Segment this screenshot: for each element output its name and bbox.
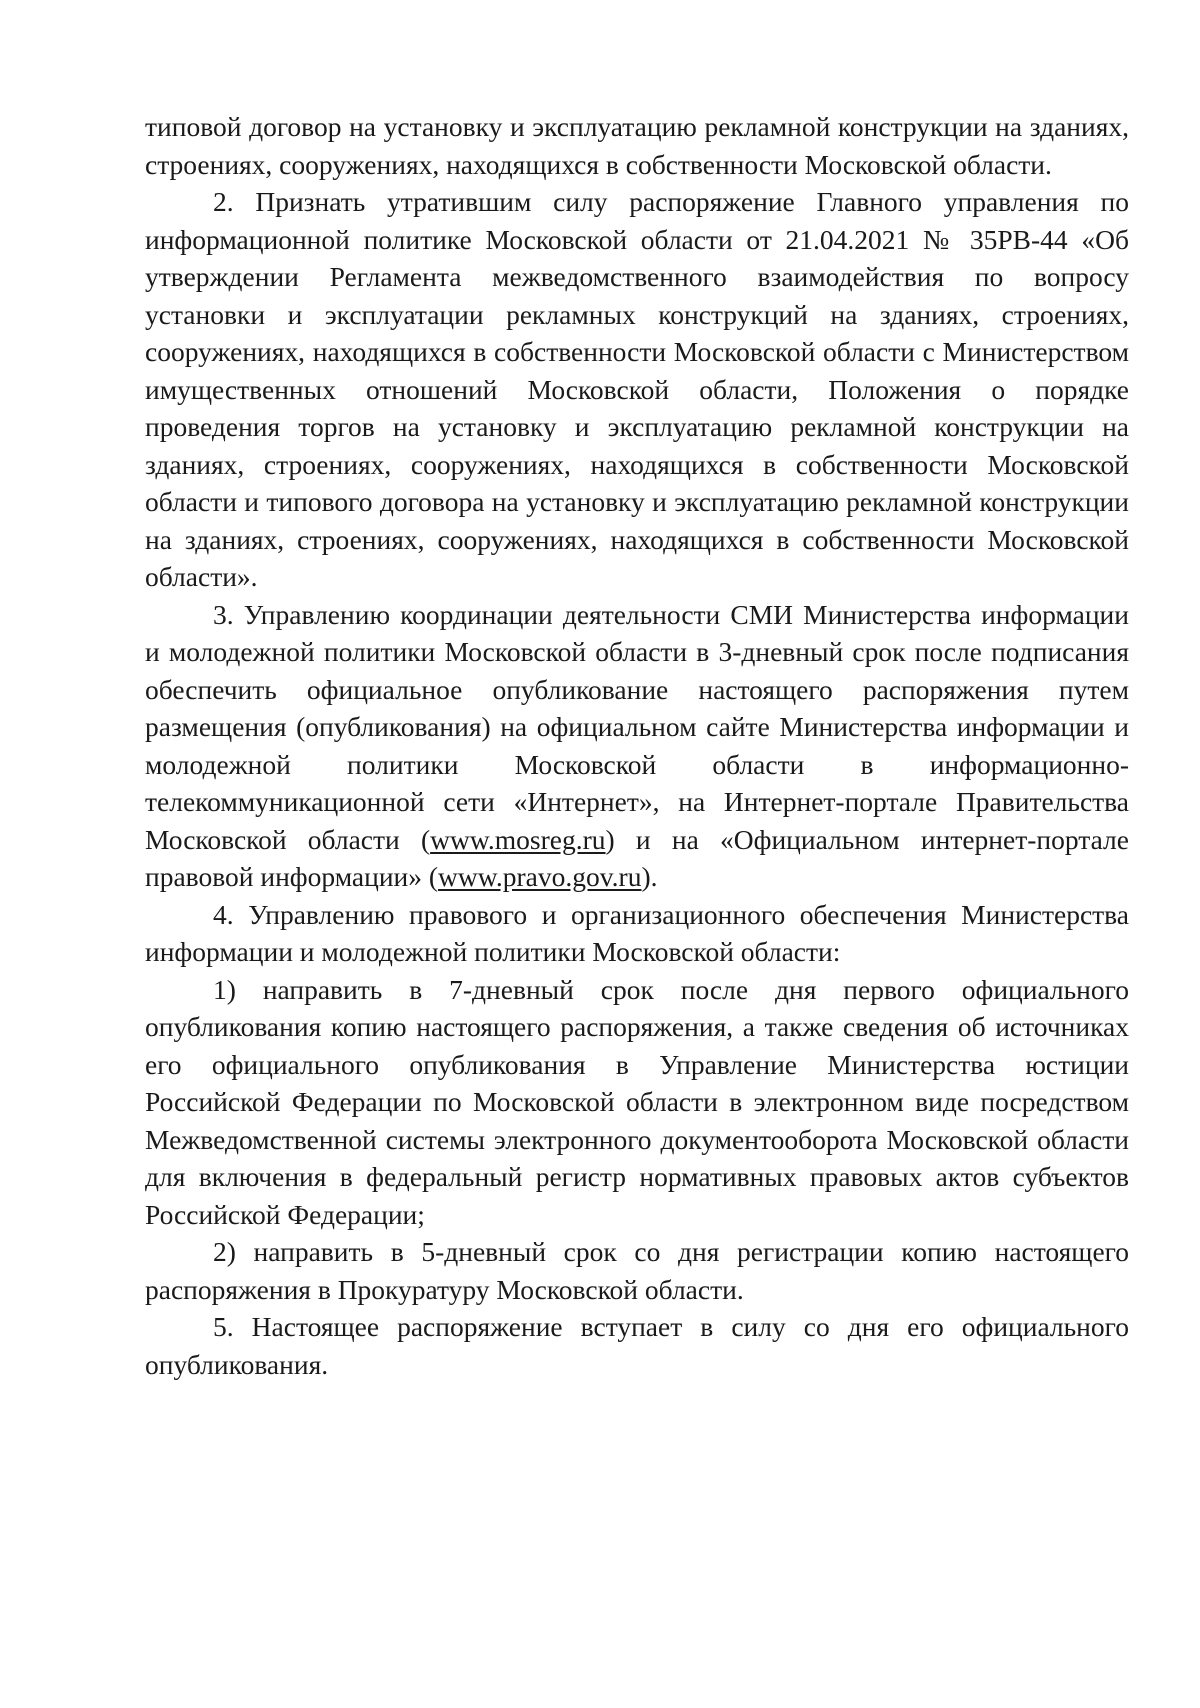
paragraph-5: 5. Настоящее распоряжение вступает в силу со дня его официального опубликования. [145,1311,1129,1380]
paragraph-3-text-1: 3. Управлению координации деятельности СМИ Министерства информации и молодежной политики Московской области в 3-дневный срок после подписания обеспечить официальное опубликование настоящего распоряжения путем размещения (опубликования) на официальном сайте Министерства информации и молодежной политики Московской области в информационно-телекоммуникационной сети «Интернет», на Интернет-портале Правительства Московской области ( [145,598,1129,855]
paragraph-4-item-2: 2) направить в 5-дневный срок со дня регистрации копию настоящего распоряжения в Прокуратуру Московской области. [145,1236,1129,1305]
paragraph-3 [145,596,1129,896]
paragraph-4: 4. Управлению правового и организационного обеспечения Министерства информации и молодежной политики Московской области: [145,898,1129,967]
pravo-link[interactable]: www.pravo.gov.ru [438,861,642,892]
paragraph-3-text-2: ) и на «Официальном интернет-портале правовой информации» ( [145,823,1129,892]
paragraph-4-item-1: 1) направить в 7-дневный срок после дня первого официального опубликования копию настоящего распоряжения, а также сведения об источниках его официального опубликования в Управление Министерства юстиции Российской Федерации по Московской области в электронном виде посредством Межведомственной системы электронного документооборота Московской области для включения в федеральный регистр нормативных правовых актов субъектов Российской Федерации; [145,973,1129,1230]
paragraph-2: 2. Признать утратившим силу распоряжение Главного управления по информационной политике Московской области от 21.04.2021 № 35РВ-44 «Об утверждении Регламента межведомственного взаимодействия по вопросу установки и эксплуатации рекламных конструкций на зданиях, строениях, сооружениях, находящихся в собственности Московской области с Министерством имущественных отношений Московской области, Положения о порядке проведения торгов на установку и эксплуатацию рекламной конструкции на зданиях, строениях, сооружениях, находящихся в собственности Московской области и типового договора на установку и эксплуатацию рекламной конструкции на зданиях, строениях, сооружениях, находящихся в собственности Московской области». [145,186,1129,592]
mosreg-link[interactable]: www.mosreg.ru [430,823,606,855]
paragraph-3-text-3: ). [641,861,658,892]
paragraph-1-continuation: типовой договор на установку и эксплуатацию рекламной конструкции на зданиях, строениях, сооружениях, находящихся в собственности Московской области. [145,111,1129,180]
document-body [145,108,1129,1383]
